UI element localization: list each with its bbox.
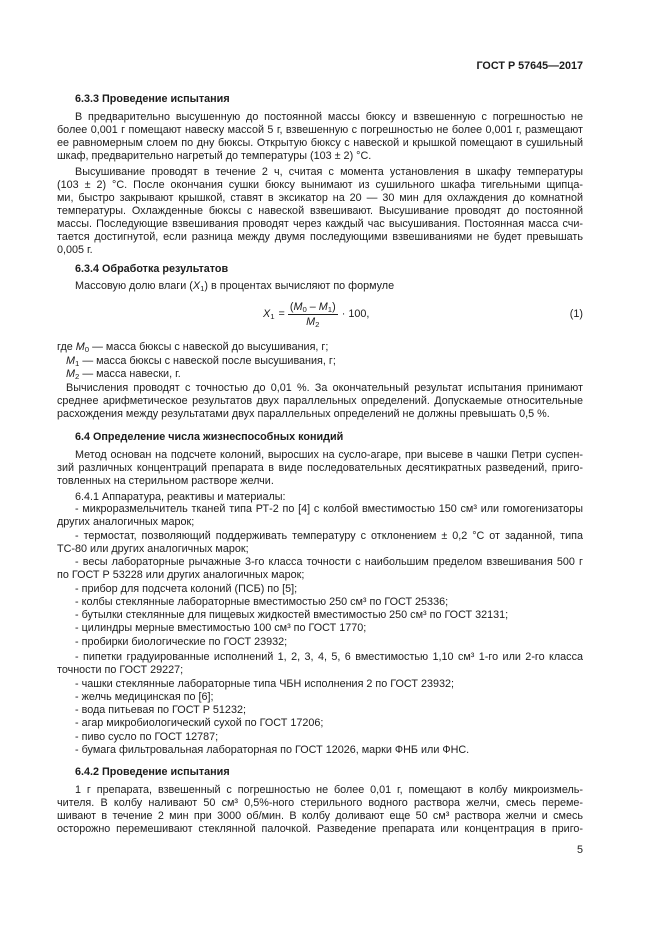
text-line: расхождения между результатами двух параллельных определений не должны превышать 0,5 %. — [57, 407, 550, 420]
list-item — [57, 556, 583, 582]
text-line: шивают в течение 2 мин при 3000 об/мин. В колбу доливают еще 50 см³ раствора желчи и смесь — [57, 809, 583, 822]
section-heading-6-4: 6.4 Определение числа жизнеспособных конидий — [75, 430, 344, 443]
text-line: - термостат, позволяющий поддерживать температуру с отклонением ± 0,2 °С от заданной, типа — [75, 529, 583, 542]
text-line: осторожно перемешивают стеклянной палочкой. Разведение препарата или концентрация в приго- — [57, 822, 583, 835]
legend-description: — масса бюксы с навеской после высушивания, г; — [79, 354, 336, 367]
text-line: других аналогичных марок; — [57, 516, 195, 529]
section-heading-6-3-3: 6.3.3 Проведение испытания — [75, 93, 230, 105]
formula-variable: X — [263, 307, 271, 320]
legend-subscript: 0 — [84, 345, 90, 355]
paragraph — [57, 491, 583, 504]
section-heading-6-3-4: 6.3.4 Обработка результатов — [75, 262, 229, 275]
paragraph — [57, 449, 583, 488]
legend-variable: M — [75, 341, 85, 353]
legend-variable: M — [66, 368, 75, 380]
formula-lhs — [263, 308, 275, 321]
text-line: по ГОСТ Р 53228 или других аналогичных марок; — [57, 569, 305, 582]
document-header-code: ГОСТ Р 57645—2017 — [476, 60, 583, 72]
text-line: - колбы стеклянные лабораторные вместимостью 250 см³ по ГОСТ 25336; — [75, 595, 449, 608]
list-item — [57, 530, 583, 556]
list-item — [57, 651, 583, 677]
legend-line — [57, 368, 583, 382]
variable-x: X — [192, 279, 201, 292]
text-line: 0,005 г. — [57, 243, 93, 256]
formula-subscript: 1 — [327, 304, 333, 314]
formula-variable: M — [306, 315, 316, 328]
paragraph — [57, 166, 583, 257]
list-item — [57, 704, 583, 717]
formula-block — [57, 297, 583, 331]
numerator-paren: ( — [289, 300, 294, 313]
text-line: - бутылки стеклянные для пищевых жидкостей вместимостью 250 см³ по ГОСТ 32131; — [75, 609, 509, 622]
text-line: (103 ± 2) °С. После окончания сушки бюксу вынимают из сушильного шкафа тигельными щипца- — [57, 178, 583, 191]
formula-subscript: 0 — [302, 304, 307, 314]
paragraph — [57, 382, 583, 421]
text-line: чителя. В колбу наливают 50 см³ 0,5%-ного стерильного водного раствора желчи, смесь переме- — [57, 796, 583, 809]
formula-subscript: 1 — [270, 311, 275, 321]
text-line: - прибор для подсчета колоний (ПСБ) по [5]; — [75, 582, 298, 595]
formula-intro-line — [57, 280, 583, 293]
text-line: 1 г препарата, взвешенный с погрешностью не более 0,01 г, помещают в колбу микроизмель- — [75, 783, 583, 796]
numerator-paren: ) — [332, 300, 336, 313]
text-line: Высушивание проводят в течение 2 ч, считая с момента установления в шкафу температуры — [75, 165, 583, 178]
text-line: ТС-80 или других аналогичных марок; — [57, 542, 249, 555]
list-item — [57, 609, 583, 622]
formula-variable: M — [293, 300, 303, 313]
equation-number: (1) — [569, 307, 583, 320]
legend-description: — масса бюксы с навеской до высушивания, г; — [89, 341, 329, 353]
text-line: температуры. Охлажденные бюксы с навеской взвешивают. Высушивание проводят до постоянной — [57, 204, 583, 217]
legend-description: — масса навески, г. — [79, 368, 181, 380]
paragraph — [57, 111, 583, 163]
text-line: массы. Последующие взвешивания проводят через каждый час высушивания. Постоянная масса счи- — [57, 217, 583, 230]
formula-legend — [57, 341, 583, 382]
list-item — [57, 636, 583, 649]
text-line: Метод основан на подсчете колоний, выросших на сусло-агаре, при высеве в чашки Петри суспен- — [75, 448, 583, 461]
list-item — [57, 744, 583, 757]
text-line: - пипетки градуированные исполнений 1, 2, 3, 4, 5, 6 вместимостью 1,10 см³ 1-го или 2-го класса — [75, 651, 583, 664]
legend-subscript: 2 — [75, 372, 80, 382]
formula-subscript: 2 — [315, 319, 320, 329]
text-line: - чашки стеклянные лабораторные типа ЧБН исполнения 2 по ГОСТ 23932; — [75, 677, 454, 690]
text-line: точности по ГОСТ 29227; — [57, 664, 184, 677]
intro-text: Массовую долю влаги ( — [75, 279, 193, 292]
list-item — [57, 717, 583, 730]
legend-line — [57, 355, 583, 369]
text-line: - бумага фильтровальная лабораторная по ГОСТ 12026, марки ФНБ или ФНС. — [75, 744, 470, 757]
text-line: - пробирки биологические по ГОСТ 23932; — [75, 635, 288, 648]
page-number: 5 — [576, 843, 583, 856]
list-item — [57, 596, 583, 609]
text-line: - цилиндры мерные вместимостью 100 см³ по ГОСТ 1770; — [75, 622, 367, 635]
formula-tail: · 100, — [341, 307, 370, 320]
variable-subscript: 1 — [200, 283, 205, 293]
fraction-denominator — [306, 315, 319, 328]
legend-line — [57, 341, 583, 355]
text-line: ее равномерным слоем по дну бюксы. Открытую бюксу с навеской и крышкой помещают в сушильный — [57, 136, 583, 149]
text-line: ми, быстро закрывают крышкой, ставят в эксикатор на 20 — 30 мин для охлаждения до комнатной — [57, 191, 583, 204]
list-item — [57, 678, 583, 691]
text-line: - пиво сусло по ГОСТ 12787; — [75, 730, 219, 743]
text-line: - весы лабораторные рычажные 3-го класса точности с наибольшим пределом взвешивания 500 г — [75, 556, 583, 568]
paragraph — [57, 784, 583, 836]
list-item — [57, 731, 583, 744]
list-item — [57, 583, 583, 596]
paragraph — [57, 280, 583, 293]
text-line: - вода питьевая по ГОСТ Р 51232; — [75, 704, 246, 717]
text-line: тается достигнутой, если разница между двумя последующими взвешиваниями не будет превышать — [57, 230, 583, 243]
equipment-list — [57, 503, 583, 757]
section-heading-6-4-2: 6.4.2 Проведение испытания — [75, 765, 230, 778]
text-line: зий различных концентраций препарата в виде последовательных десятикратных разведений, приго- — [57, 461, 583, 474]
text-line: - агар микробиологический сухой по ГОСТ 17206; — [75, 717, 324, 730]
text-line: товленных на стерильном растворе желчи. — [57, 474, 274, 487]
subsection-intro-6-4-1: 6.4.1 Аппаратура, реактивы и материалы: — [75, 490, 286, 503]
formula-equals-sign: = — [278, 307, 285, 320]
legend-variable: M — [66, 354, 75, 367]
minus-sign: – — [306, 300, 319, 313]
legend-prefix: где — [57, 341, 76, 353]
fraction-numerator — [288, 301, 338, 315]
text-line: более 0,001 г помещают навеску массой 5 г, взвешенную с погрешностью не более 0,001 г, размещают — [57, 123, 583, 136]
formula-variable: M — [318, 300, 328, 313]
text-line: шкаф, предварительно нагретый до температуры (103 ± 2) °С. — [57, 149, 372, 162]
text-line: - желчь медицинская по [6]; — [75, 690, 214, 703]
formula-expression — [263, 297, 369, 331]
list-item — [57, 503, 583, 529]
text-line: Вычисления проводят с точностью до 0,01 %. За окончательный результат испытания принимают — [66, 381, 583, 394]
list-item — [57, 691, 583, 704]
intro-text: ) в процентах вычисляют по формуле — [204, 279, 395, 292]
text-line: - микроразмельчитель тканей типа РТ-2 по [4] с колбой вместимостью 150 см³ или гомогенизаторы — [75, 503, 583, 515]
text-line: В предварительно высушенную до постоянной массы бюксу и взвешенную с погрешностью не — [75, 110, 583, 123]
text-line: среднее арифметическое результатов двух параллельных определений. Допускаемые относительные — [57, 394, 583, 407]
legend-subscript: 1 — [75, 358, 80, 368]
list-item — [57, 622, 583, 635]
formula-fraction — [288, 301, 338, 328]
